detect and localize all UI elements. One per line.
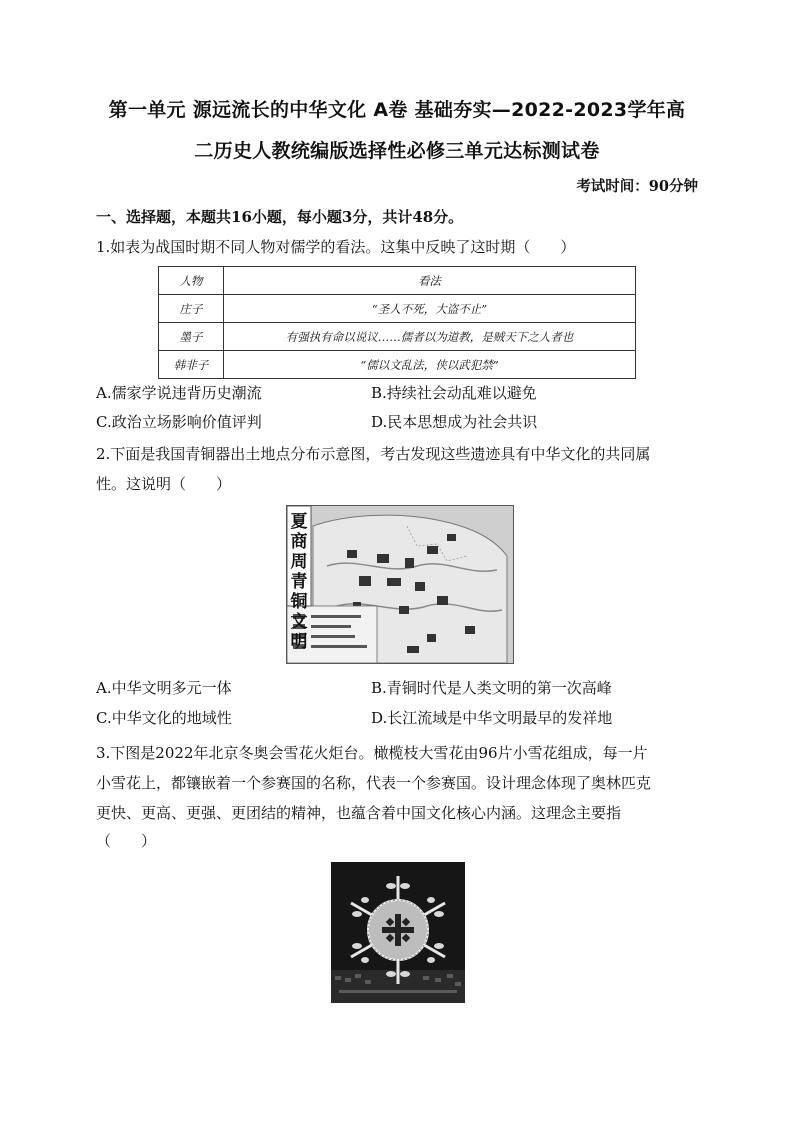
table-header-row (159, 267, 636, 295)
bronze-distribution-map (286, 505, 514, 664)
map-illustration (287, 506, 513, 663)
map-title: 夏商周青铜文明 (290, 512, 308, 652)
q1-stem: 1.如表为战国时期不同人物对儒学的看法。这集中反映了这时期（ ） (96, 238, 576, 256)
q1-option-c: C.政治立场影响价值评判 (96, 413, 262, 431)
q3-stem-line3: 更快、更高、更强、更团结的精神，也蕴含着中国文化核心内涵。这理念主要指 (96, 804, 622, 822)
q3-stem-line2: 小雪花上，都镶嵌着一个参赛国的名称，代表一个参赛国。设计理念体现了奥林匹克 (96, 774, 652, 792)
q1-option-b: B.持续社会动乱难以避免 (371, 384, 537, 402)
q2-option-c: C.中华文化的地域性 (96, 709, 232, 727)
snowflake-torch-illustration (331, 862, 465, 1003)
q3-stem-line4: （ ） (96, 832, 157, 850)
table-cell: 有强执有命以说议……儒者以为道教，是贼天下之人者也 (224, 323, 636, 351)
table-row (159, 351, 636, 379)
table-cell: 墨子 (159, 323, 224, 351)
q1-table (158, 266, 636, 379)
table-cell: “儒以文乱法，侠以武犯禁” (224, 351, 636, 379)
table-header-cell: 看法 (224, 267, 636, 295)
table-cell: 庄子 (159, 295, 224, 323)
q2-option-a: A.中华文明多元一体 (96, 679, 232, 697)
table-row (159, 323, 636, 351)
q2-stem-line2: 性。这说明（ ） (96, 475, 232, 493)
q3-stem-line1: 3.下图是2022年北京冬奥会雪花火炬台。橄榄枝大雪花由96片小雪花组成，每一片 (96, 744, 648, 762)
exam-time: 考试时间：90分钟 (576, 178, 698, 195)
snowflake-torch-photo (331, 862, 465, 1003)
section-heading: 一、选择题，本题共16小题，每小题3分，共计48分。 (96, 208, 464, 226)
table-cell: 韩非子 (159, 351, 224, 379)
q1-option-d: D.民本思想成为社会共识 (371, 413, 538, 431)
q2-option-d: D.长江流域是中华文明最早的发祥地 (371, 709, 613, 727)
q1-option-a: A.儒家学说违背历史潮流 (96, 384, 262, 402)
q2-option-b: B.青铜时代是人类文明的第一次高峰 (371, 679, 612, 697)
page-title-line1: 第一单元 源远流长的中华文化 A卷 基础夯实—2022-2023学年高 (108, 99, 686, 121)
q2-stem-line1: 2.下面是我国青铜器出土地点分布示意图，考古发现这些遗迹具有中华文化的共同属 (96, 445, 651, 463)
page-title-line2: 二历史人教统编版选择性必修三单元达标测试卷 (194, 140, 600, 162)
table-row (159, 295, 636, 323)
table-header-cell: 人物 (159, 267, 224, 295)
table-cell: “圣人不死，大盗不止” (224, 295, 636, 323)
